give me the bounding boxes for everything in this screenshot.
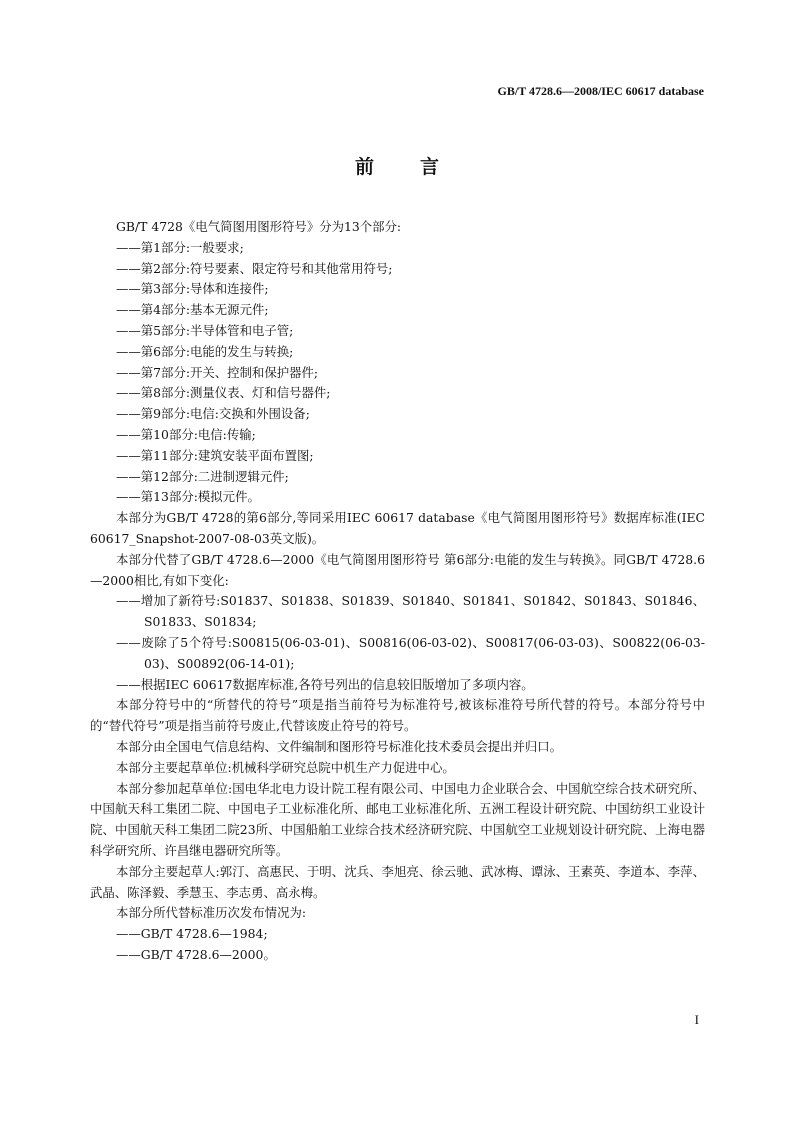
proposed-paragraph: 本部分由全国电气信息结构、文件编制和图形符号标准化技术委员会提出并归口。 [116,738,563,754]
list-item: ——第7部分:开关、控制和保护器件; [116,364,319,380]
change-item: ——根据IEC 60617数据库标准,各符号列出的信息较旧版增加了多项内容。 [116,676,534,692]
symbols-paragraph: 本部分符号中的“所替代的符号”项是指当前符号为标准符号,被该标准符号所代替的符号。本部分符号中的“替代符号”项是指当前符号废止,代替该废止符号的符号。 [90,697,705,734]
list-item: ——第4部分:基本无源元件; [116,302,269,318]
list-item: ——第8部分:测量仪表、灯和信号器件; [116,385,331,401]
page-number: I [694,1012,699,1027]
intro-paragraph: GB/T 4728《电气简图用图形符号》分为13个部分: [116,219,402,234]
list-item: ——第9部分:电信:交换和外围设备; [116,406,310,422]
history-item: ——GB/T 4728.6—2000。 [116,946,276,962]
standard-number-header: GB/T 4728.6—2008/IEC 60617 database [497,84,704,98]
adoption-paragraph: 本部分为GB/T 4728的第6部分,等同采用IEC 60617 database《电气简图用图形符号》数据库标准(IEC 60617_Snapshot-2007-08-03英文版)。 [90,510,705,546]
list-item: ——第6部分:电能的发生与转换; [116,343,294,359]
document-body [90,217,705,966]
history-intro-paragraph: 本部分所代替标准历次发布情况为: [116,905,307,921]
list-item: ——第11部分:建筑安装平面布置图; [116,447,314,463]
list-item: ——第5部分:半导体管和电子管; [116,322,294,338]
drafters-paragraph: 本部分主要起草人:郭汀、高惠民、于明、沈兵、李旭亮、徐云驰、武冰梅、谭泳、王素英、李道本、李萍、武晶、陈泽毅、季慧玉、李志勇、高永梅。 [90,863,705,900]
participants-paragraph: 本部分参加起草单位:国电华北电力设计院工程有限公司、中国电力企业联合会、中国航空综合技术研究所、中国航天科工集团二院、中国电子工业标准化所、邮电工业标准化所、五洲工程设计研究院、中国纺织工业设计院、中国航天科工集团二院23所、中国船舶工业综合技术经济研究院、中国航空工业规划设计研究院、上海电器科学研究所、许昌继电器研究所等。 [90,780,705,858]
change-item: ——废除了5个符号:S00815(06-03-01)、S00816(06-03-02)、S00817(06-03-03)、S00822(06-03-03)、S00892(06-14-01); [116,634,705,671]
history-item: ——GB/T 4728.6—1984; [116,926,268,942]
change-item: ——增加了新符号:S01837、S01838、S01839、S01840、S01841、S01842、S01843、S01846、S01833、S01834; [116,593,705,630]
main-unit-paragraph: 本部分主要起草单位:机械科学研究总院中机生产力促进中心。 [116,759,455,775]
list-item: ——第1部分:一般要求; [116,239,244,255]
list-item: ——第13部分:模拟元件。 [116,489,260,505]
list-item: ——第3部分:导体和连接件; [116,281,269,297]
list-item: ——第2部分:符号要素、限定符号和其他常用符号; [116,260,393,276]
page-title: 前言 [354,156,485,178]
replaces-paragraph: 本部分代替了GB/T 4728.6—2000《电气简图用图形符号 第6部分:电能的发生与转换》。同GB/T 4728.6—2000相比,有如下变化: [90,551,705,588]
list-item: ——第12部分:二进制逻辑元件; [116,468,289,484]
list-item: ——第10部分:电信:传输; [116,426,256,442]
